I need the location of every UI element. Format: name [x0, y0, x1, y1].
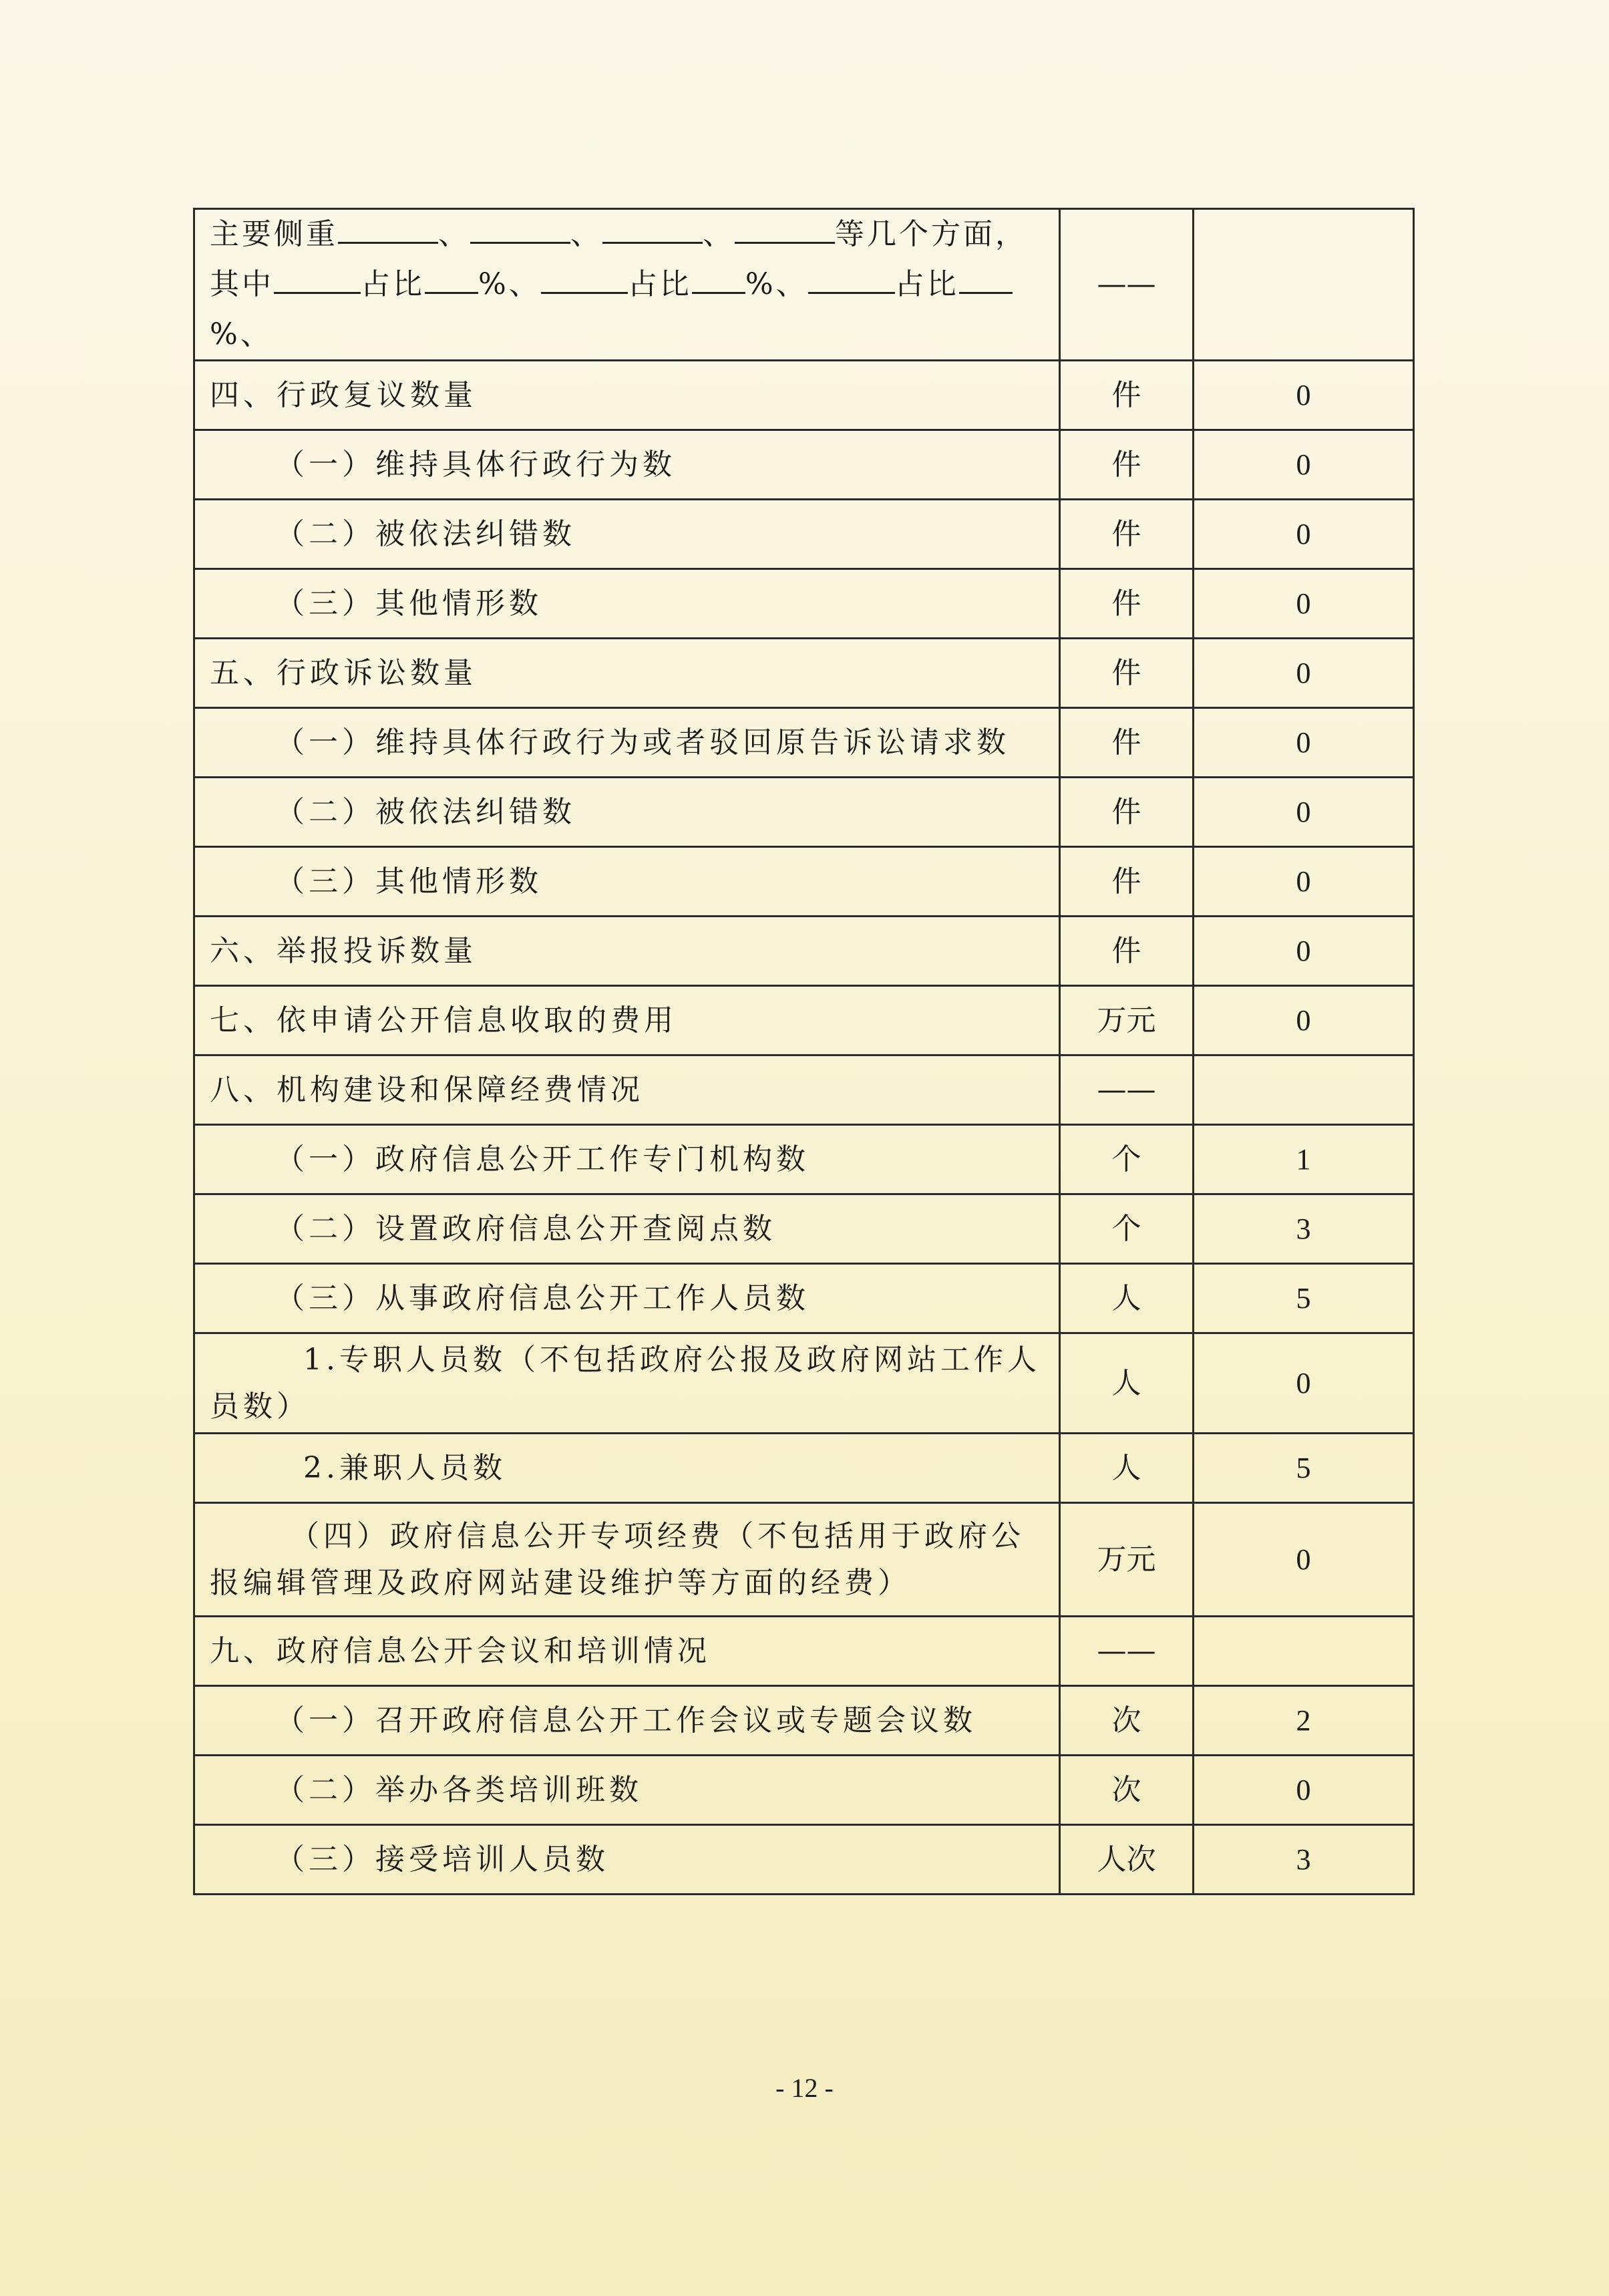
- item-cell: （三）其他情形数: [194, 847, 1060, 917]
- ratio-label: 占比: [894, 267, 959, 301]
- item-cell: （二）举办各类培训班数: [194, 1756, 1060, 1825]
- value-cell: 3: [1194, 1825, 1414, 1895]
- value-cell: 0: [1194, 986, 1414, 1055]
- table-row: [194, 430, 1414, 500]
- table-row: [194, 1434, 1414, 1503]
- item-cell: （三）其他情形数: [194, 569, 1060, 639]
- value-cell: 0: [1194, 639, 1414, 708]
- ratio-label: 占比: [361, 267, 425, 301]
- item-cell: 八、机构建设和保障经费情况: [194, 1055, 1060, 1125]
- item-cell: （二）设置政府信息公开查阅点数: [194, 1194, 1060, 1264]
- blank-field: [425, 265, 478, 294]
- table-row: [194, 1617, 1414, 1686]
- value-cell: 0: [1194, 500, 1414, 569]
- blank-field: [602, 215, 703, 244]
- item-cell: 1.专职人员数（不包括政府公报及政府网站工作人员数）: [194, 1333, 1060, 1434]
- value-cell: 2: [1194, 1686, 1414, 1756]
- blank-field: [692, 265, 745, 294]
- item-cell: （一）维持具体行政行为或者驳回原告诉讼请求数: [194, 708, 1060, 778]
- item-cell: 六、举报投诉数量: [194, 917, 1060, 986]
- unit-cell: 人: [1060, 1333, 1194, 1434]
- value-cell: [1194, 1055, 1414, 1125]
- table-row: [194, 1333, 1414, 1434]
- value-cell: 0: [1194, 430, 1414, 500]
- table-row: [194, 1194, 1414, 1264]
- page-number: - 12 -: [775, 2073, 834, 2103]
- blank-field: [274, 265, 361, 294]
- table-row: [194, 986, 1414, 1055]
- table-row: [194, 708, 1414, 778]
- blank-field: [470, 215, 570, 244]
- item-cell: （二）被依法纠错数: [194, 500, 1060, 569]
- item-cell: 2.兼职人员数: [194, 1434, 1060, 1503]
- unit-cell: 万元: [1060, 1503, 1194, 1617]
- unit-cell: 件: [1060, 708, 1194, 778]
- table-row: [194, 639, 1414, 708]
- focus-suffix: 等几个方面，: [835, 217, 1027, 251]
- item-cell: 五、行政诉讼数量: [194, 639, 1060, 708]
- value-cell: 1: [1194, 1125, 1414, 1194]
- item-cell: （四）政府信息公开专项经费（不包括用于政府公报编辑管理及政府网站建设维护等方面的经费）: [194, 1503, 1060, 1617]
- unit-cell: ——: [1060, 209, 1194, 361]
- separator: 、: [438, 217, 470, 251]
- item-cell: （一）召开政府信息公开工作会议或专题会议数: [194, 1686, 1060, 1756]
- unit-cell: 件: [1060, 500, 1194, 569]
- focus-areas-cell: [194, 209, 1060, 361]
- unit-cell: ——: [1060, 1617, 1194, 1686]
- separator: 、: [570, 217, 602, 251]
- item-cell: 七、依申请公开信息收取的费用: [194, 986, 1060, 1055]
- value-cell: [1194, 209, 1414, 361]
- unit-cell: 件: [1060, 917, 1194, 986]
- table-row: [194, 1055, 1414, 1125]
- percent-sign: %、: [478, 267, 541, 301]
- unit-cell: 人: [1060, 1434, 1194, 1503]
- ratio-label: 占比: [627, 267, 692, 301]
- value-cell: 0: [1194, 708, 1414, 778]
- value-cell: 0: [1194, 778, 1414, 847]
- focus-prefix: 主要侧重: [210, 217, 338, 251]
- table-row: [194, 1756, 1414, 1825]
- value-cell: 0: [1194, 1333, 1414, 1434]
- item-cell: （一）政府信息公开工作专门机构数: [194, 1125, 1060, 1194]
- table-row: [194, 1264, 1414, 1333]
- item-cell: （三）接受培训人员数: [194, 1825, 1060, 1895]
- percent-sign: %、: [745, 267, 808, 301]
- value-cell: 0: [1194, 917, 1414, 986]
- unit-cell: 个: [1060, 1125, 1194, 1194]
- table-row: [194, 778, 1414, 847]
- value-cell: 3: [1194, 1194, 1414, 1264]
- item-cell: 九、政府信息公开会议和培训情况: [194, 1617, 1060, 1686]
- value-cell: [1194, 1617, 1414, 1686]
- blank-field: [338, 215, 438, 244]
- table-row: [194, 1503, 1414, 1617]
- table-row: [194, 847, 1414, 917]
- unit-cell: ——: [1060, 1055, 1194, 1125]
- unit-cell: 次: [1060, 1756, 1194, 1825]
- percent-sign: %、: [210, 317, 273, 351]
- blank-field: [808, 265, 895, 294]
- separator: 、: [703, 217, 735, 251]
- table-row: [194, 917, 1414, 986]
- table-row: [194, 1686, 1414, 1756]
- unit-cell: 人次: [1060, 1825, 1194, 1895]
- value-cell: 0: [1194, 1756, 1414, 1825]
- value-cell: 0: [1194, 569, 1414, 639]
- blank-field: [541, 265, 628, 294]
- unit-cell: 件: [1060, 639, 1194, 708]
- unit-cell: 件: [1060, 430, 1194, 500]
- unit-cell: 个: [1060, 1194, 1194, 1264]
- table-row-focus-areas: [194, 209, 1414, 361]
- table-row: [194, 500, 1414, 569]
- unit-cell: 次: [1060, 1686, 1194, 1756]
- item-cell: 四、行政复议数量: [194, 361, 1060, 430]
- statistics-table: [193, 208, 1415, 1895]
- item-cell: （一）维持具体行政行为数: [194, 430, 1060, 500]
- table-row: [194, 1125, 1414, 1194]
- value-cell: 0: [1194, 1503, 1414, 1617]
- table-row: [194, 1825, 1414, 1895]
- table-row: [194, 569, 1414, 639]
- blank-field: [959, 265, 1013, 294]
- value-cell: 0: [1194, 361, 1414, 430]
- ratio-prefix: 其中: [210, 267, 274, 301]
- item-cell: （三）从事政府信息公开工作人员数: [194, 1264, 1060, 1333]
- value-cell: 0: [1194, 847, 1414, 917]
- item-cell: （二）被依法纠错数: [194, 778, 1060, 847]
- unit-cell: 人: [1060, 1264, 1194, 1333]
- blank-field: [735, 215, 835, 244]
- unit-cell: 件: [1060, 569, 1194, 639]
- unit-cell: 件: [1060, 847, 1194, 917]
- value-cell: 5: [1194, 1434, 1414, 1503]
- unit-cell: 万元: [1060, 986, 1194, 1055]
- value-cell: 5: [1194, 1264, 1414, 1333]
- unit-cell: 件: [1060, 778, 1194, 847]
- unit-cell: 件: [1060, 361, 1194, 430]
- table-row: [194, 361, 1414, 430]
